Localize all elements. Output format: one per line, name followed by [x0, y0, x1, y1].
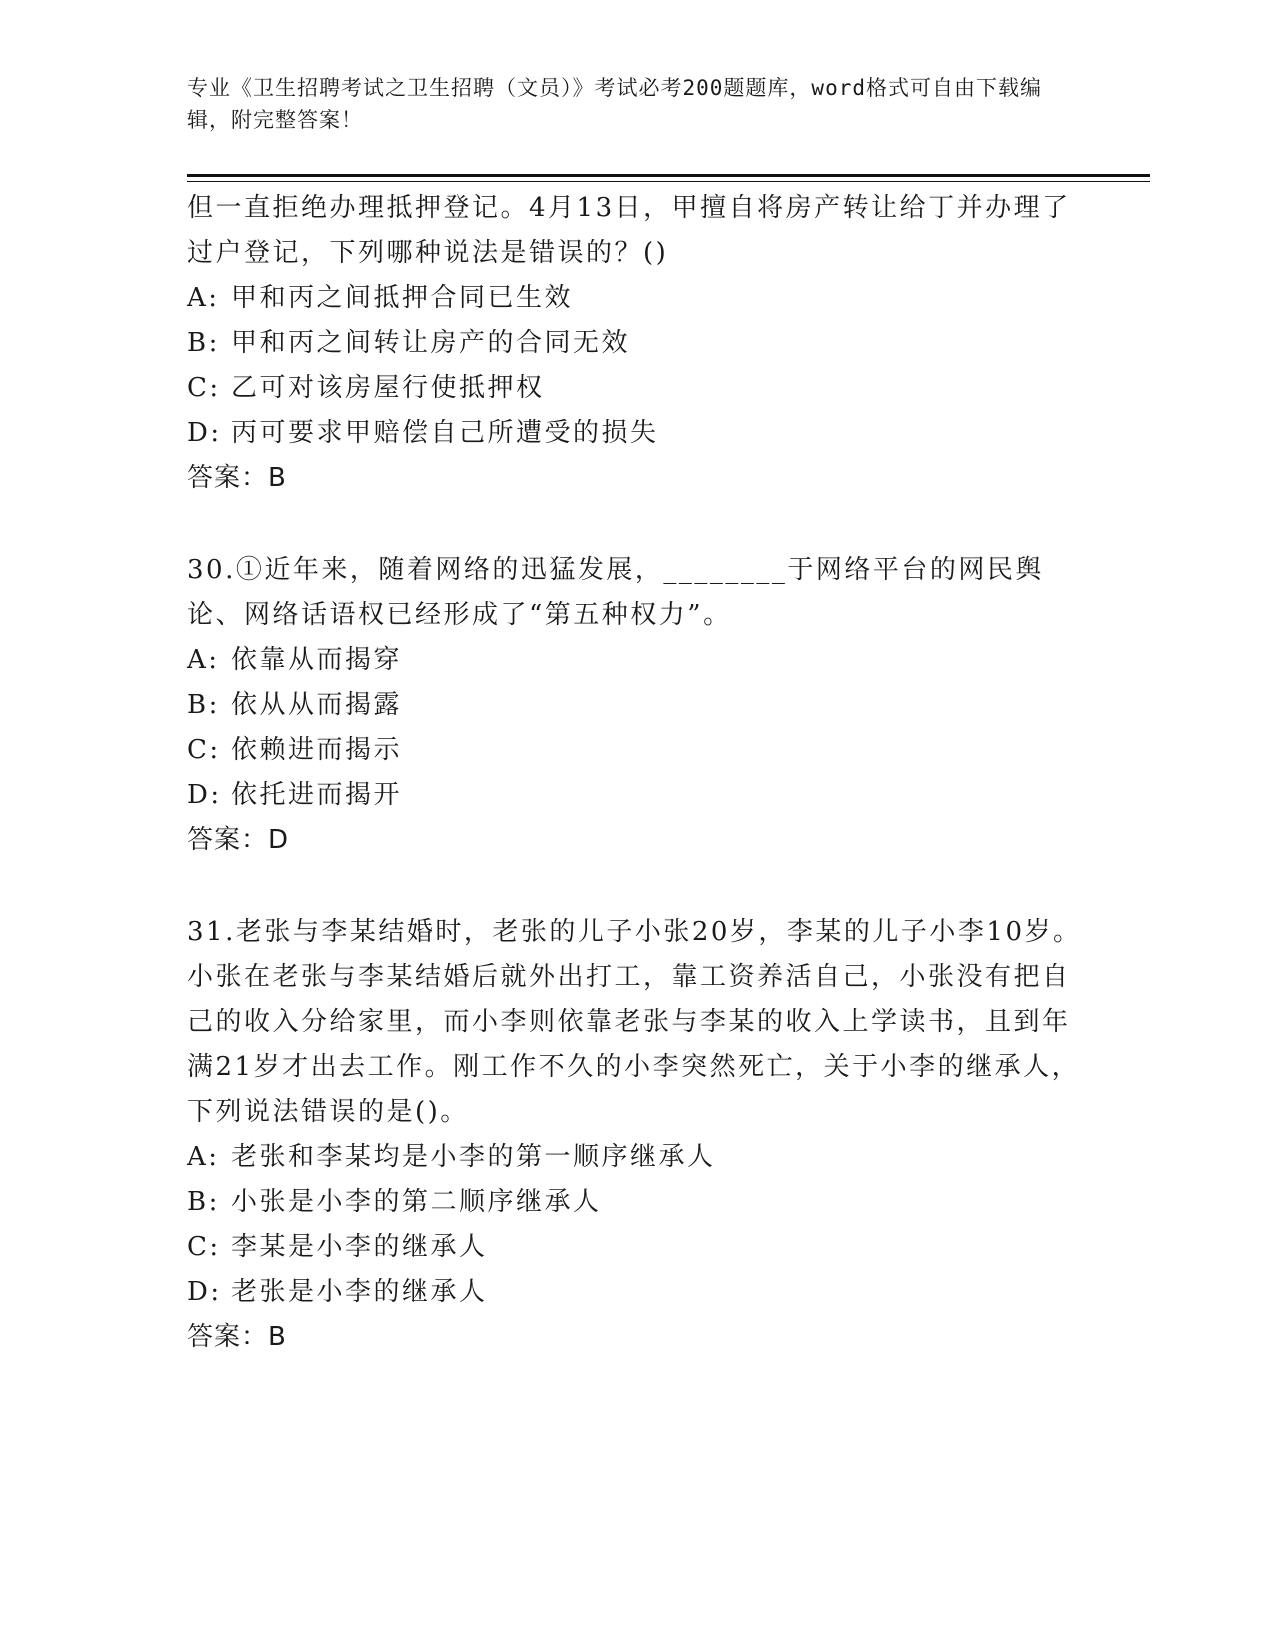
option-text: 甲和丙之间抵押合同已生效: [231, 283, 574, 313]
answer-line: 答案：D: [187, 825, 290, 855]
header-divider-thick: [187, 174, 1150, 177]
option-text: 依靠从而揭穿: [231, 645, 403, 675]
header-divider-thin: [187, 181, 1150, 182]
answer-line: 答案：B: [187, 1322, 287, 1352]
option-text: 丙可要求甲赔偿自己所遭受的损失: [231, 418, 659, 448]
option-a: [187, 276, 1087, 321]
option-d: [187, 1270, 1087, 1315]
option-text: 乙可对该房屋行使抵押权: [231, 373, 545, 403]
question-block: [187, 186, 1087, 501]
option-letter: D:: [187, 1277, 222, 1307]
option-letter: D:: [187, 418, 222, 448]
question-text: 但一直拒绝办理抵押登记。4月13日，甲擅自将房产转让给丁并办理了过户登记，下列哪种说法是错误的？(): [187, 193, 1071, 268]
option-text: 依托进而揭开: [231, 780, 403, 810]
option-letter: C:: [187, 735, 221, 765]
option-text: 甲和丙之间转让房产的合同无效: [231, 328, 631, 358]
question-block: [187, 548, 1087, 863]
option-c: [187, 728, 1087, 773]
document-header: 专业《卫生招聘考试之卫生招聘（文员）》考试必考200题题库，word格式可自由下载编辑，附完整答案！: [187, 76, 1042, 132]
option-b: [187, 683, 1087, 728]
option-letter: A:: [187, 283, 220, 313]
option-d: [187, 411, 1087, 456]
option-d: [187, 773, 1087, 818]
question-spacer: [187, 501, 1087, 548]
answer-line: 答案：B: [187, 463, 287, 493]
option-text: 老张和李某均是小李的第一顺序继承人: [231, 1142, 716, 1172]
option-letter: D:: [187, 780, 222, 810]
option-a: [187, 1135, 1087, 1180]
option-letter: C:: [187, 373, 221, 403]
option-letter: C:: [187, 1232, 221, 1262]
option-text: 李某是小李的继承人: [231, 1232, 488, 1262]
question-block: [187, 910, 1087, 1360]
option-letter: A:: [187, 645, 220, 675]
option-c: [187, 366, 1087, 411]
question-text: 31.老张与李某结婚时，老张的儿子小张20岁，李某的儿子小李10岁。小张在老张与李某结婚后就外出打工，靠工资养活自己，小张没有把自己的收入分给家里，而小李则依靠老张与李某的收入上学读书，且到年满21岁才出去工作。刚工作不久的小李突然死亡，关于小李的继承人，下列说法错误的是()。: [187, 917, 1082, 1127]
option-letter: A:: [187, 1142, 220, 1172]
option-letter: B:: [187, 1187, 220, 1217]
option-text: 小张是小李的第二顺序继承人: [231, 1187, 602, 1217]
option-text: 老张是小李的继承人: [231, 1277, 488, 1307]
option-b: [187, 1180, 1087, 1225]
option-letter: B:: [187, 328, 220, 358]
option-text: 依从从而揭露: [231, 690, 403, 720]
option-b: [187, 321, 1087, 366]
question-spacer: [187, 863, 1087, 910]
option-text: 依赖进而揭示: [231, 735, 403, 765]
option-letter: B:: [187, 690, 220, 720]
question-text: 30.①近年来，随着网络的迅猛发展，________于网络平台的网民舆论、网络话语权已经形成了“第五种权力”。: [187, 555, 1044, 630]
option-c: [187, 1225, 1087, 1270]
question-list: [187, 186, 1087, 1360]
option-a: [187, 638, 1087, 683]
